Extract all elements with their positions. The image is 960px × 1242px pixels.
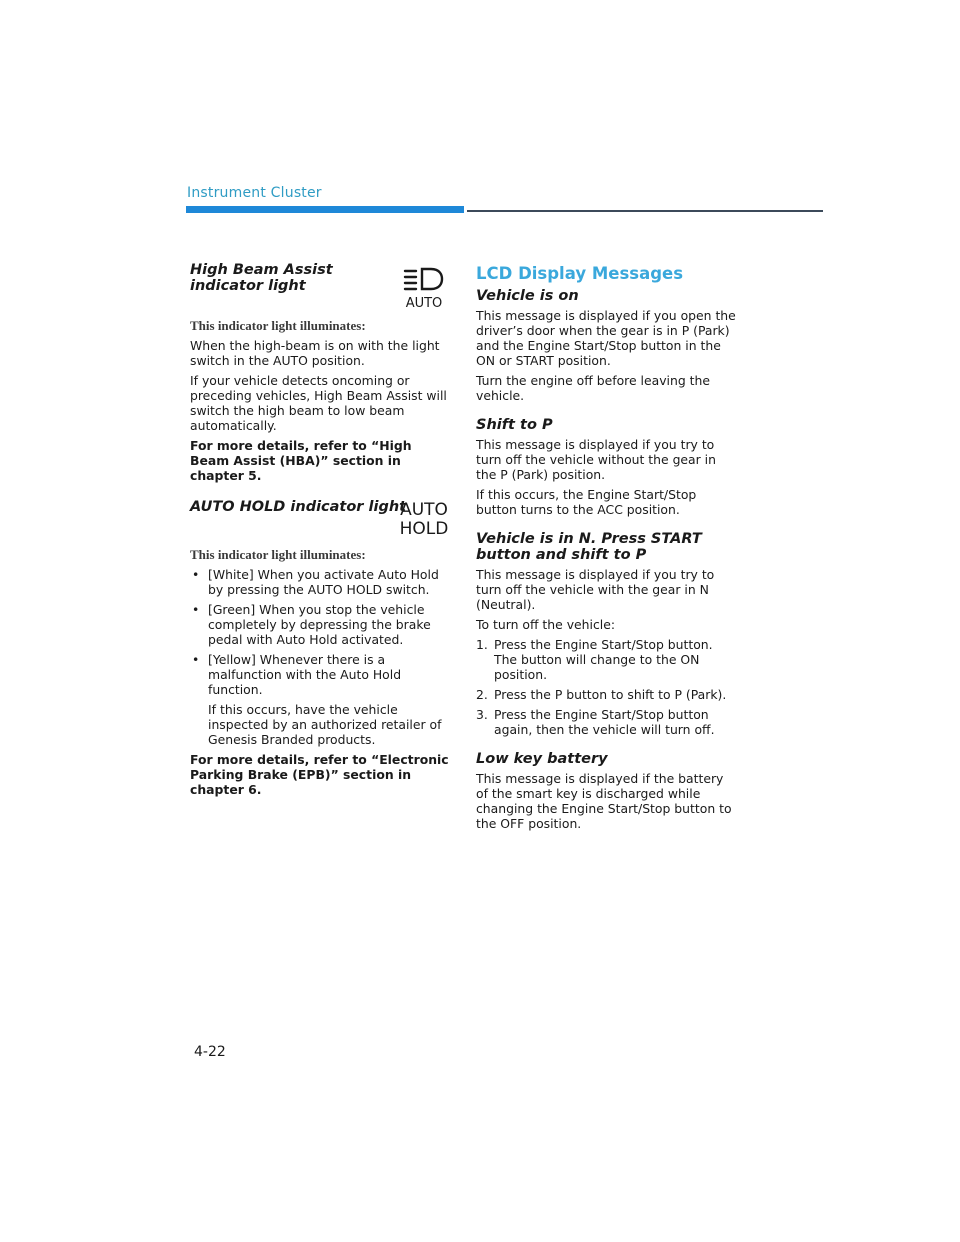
auto-hold-icon-line2: HOLD (399, 519, 449, 537)
step-text: Press the Engine Start/Stop button. The button will change to the ON position. (494, 637, 713, 682)
section-header: Instrument Cluster (187, 185, 322, 201)
vehicle-on-paragraph-2: Turn the engine off before leaving the vehicle. (476, 373, 710, 403)
auto-hold-reference: For more details, refer to “Electronic Parking Brake (EPB)” section in chapter 6. (190, 752, 449, 797)
lcd-messages-heading: LCD Display Messages (476, 264, 684, 283)
auto-hold-title: AUTO HOLD indicator light (190, 499, 407, 515)
low-key-battery-title: Low key battery (476, 751, 608, 767)
list-item: • [White] When you activate Auto Hold by pressing the AUTO HOLD switch. (190, 567, 452, 597)
header-rule (467, 210, 823, 212)
step-number: 3. (476, 707, 488, 722)
shift-to-p-title: Shift to P (476, 417, 553, 433)
list-item (476, 637, 738, 682)
right-column (476, 264, 738, 836)
low-key-battery-paragraph: This message is displayed if the battery of the smart key is discharged while changing the Engine Start/Stop button to the OFF position. (476, 771, 732, 831)
list-item (476, 707, 738, 737)
vehicle-on-title: Vehicle is on (476, 288, 579, 304)
auto-hold-bullets (190, 567, 452, 697)
hba-paragraph-1: When the high-beam is on with the light switch in the AUTO position. (190, 338, 440, 368)
turn-off-steps (476, 637, 738, 737)
high-beam-assist-icon (402, 266, 446, 310)
hba-heading-block (190, 262, 452, 318)
shift-to-p-section (476, 417, 738, 517)
list-item (476, 687, 738, 702)
hba-intro: This indicator light illuminates: (190, 318, 366, 333)
hba-paragraph-2: If your vehicle detects oncoming or preceding vehicles, High Beam Assist will switch the high beam to low beam automatically. (190, 373, 447, 433)
auto-hold-intro: This indicator light illuminates: (190, 547, 366, 562)
vehicle-in-n-title: Vehicle is in N. Press START button and shift to P (476, 531, 702, 563)
hba-title: High Beam Assist indicator light (190, 262, 333, 294)
shift-to-p-paragraph-1: This message is displayed if you try to turn off the vehicle without the gear in the P (Park) position. (476, 437, 716, 482)
vehicle-in-n-paragraph-2: To turn off the vehicle: (476, 617, 615, 632)
left-column (190, 262, 452, 802)
list-item: • [Yellow] Whenever there is a malfunction with the Auto Hold function. (190, 652, 452, 697)
vehicle-on-paragraph-1: This message is displayed if you open the driver’s door when the gear is in P (Park) and the Engine Start/Stop button in the ON or START position. (476, 308, 736, 368)
step-text: Press the Engine Start/Stop button again, then the vehicle will turn off. (494, 707, 715, 737)
shift-to-p-paragraph-2: If this occurs, the Engine Start/Stop button turns to the ACC position. (476, 487, 697, 517)
hba-reference: For more details, refer to “High Beam Assist (HBA)” section in chapter 5. (190, 438, 412, 483)
list-item: • [Green] When you stop the vehicle completely by depressing the brake pedal with Auto Hold activated. (190, 602, 452, 647)
step-text: Press the P button to shift to P (Park). (494, 687, 727, 702)
header-accent-bar (186, 206, 464, 213)
low-key-battery-section (476, 751, 738, 831)
page-number: 4-22 (194, 1044, 226, 1060)
vehicle-in-n-section (476, 531, 738, 737)
vehicle-in-n-paragraph-1: This message is displayed if you try to turn off the vehicle with the gear in N (Neutral). (476, 567, 715, 612)
auto-hold-icon-line1: AUTO (400, 500, 448, 520)
hba-icon-label: AUTO (405, 296, 443, 310)
step-number: 2. (476, 687, 488, 702)
auto-hold-heading-block (190, 499, 452, 547)
step-number: 1. (476, 637, 488, 652)
auto-hold-icon (398, 499, 450, 537)
auto-hold-note: If this occurs, have the vehicle inspected by an authorized retailer of Genesis Branded products. (208, 702, 442, 747)
